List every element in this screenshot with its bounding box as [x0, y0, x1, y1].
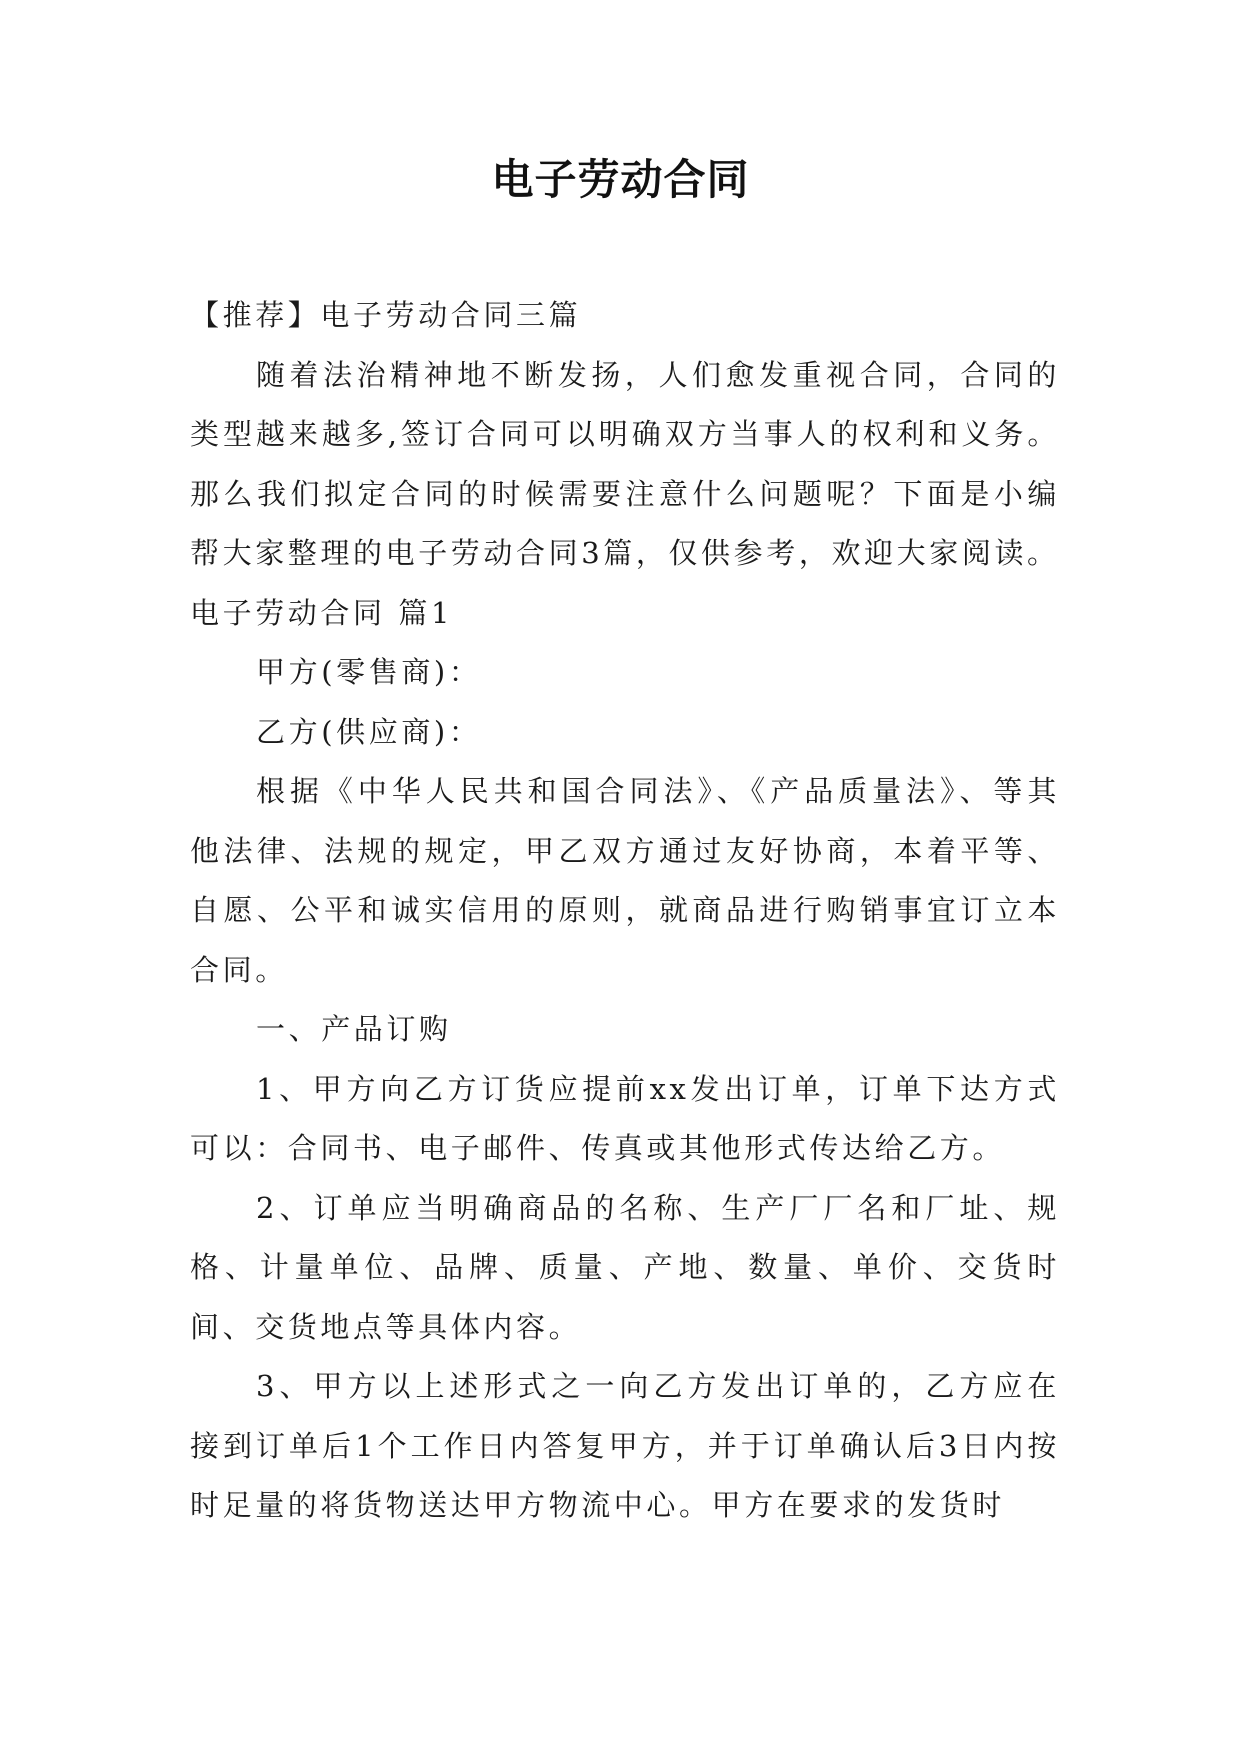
clause-1-3: 3、甲方以上述形式之一向乙方发出订单的，乙方应在接到订单后1个工作日内答复甲方，并于订单确认后3日内按时足量的将货物送达甲方物流中心。甲方在要求的发货时 — [190, 1369, 1060, 1522]
document-title: 电子劳动合同 — [491, 155, 750, 204]
party-a-line: 甲方(零售商)： — [256, 655, 482, 689]
party-b-line: 乙方(供应商)： — [256, 714, 482, 749]
intro-heading: 【推荐】电子劳动合同三篇 — [190, 298, 582, 332]
preamble-paragraph: 根据《中华人民共和国合同法》、《产品质量法》、等其他法律、法规的规定，甲乙双方通过友好协商，本着平等、自愿、公平和诚实信用的原则，就商品进行购销事宜订立本合同。 — [190, 774, 1060, 987]
clause-1-2: 2、订单应当明确商品的名称、生产厂厂名和厂址、规格、计量单位、品牌、质量、产地、数量、单价、交货时间、交货地点等具体内容。 — [190, 1190, 1060, 1344]
section-heading-part-1: 电子劳动合同 篇1 — [190, 595, 454, 630]
clause-1-1: 1、甲方向乙方订货应提前xx发出订单，订单下达方式可以：合同书、电子邮件、传真或其他形式传达给乙方。 — [190, 1071, 1060, 1165]
clause-heading-1: 一、产品订购 — [256, 1012, 452, 1046]
document-body — [190, 286, 1060, 1536]
intro-paragraph: 随着法治精神地不断发扬，人们愈发重视合同，合同的类型越来越多,签订合同可以明确双方当事人的权利和义务。那么我们拟定合同的时候需要注意什么问题呢？下面是小编帮大家整理的电子劳动合同3篇，仅供参考，欢迎大家阅读。 — [190, 357, 1060, 570]
